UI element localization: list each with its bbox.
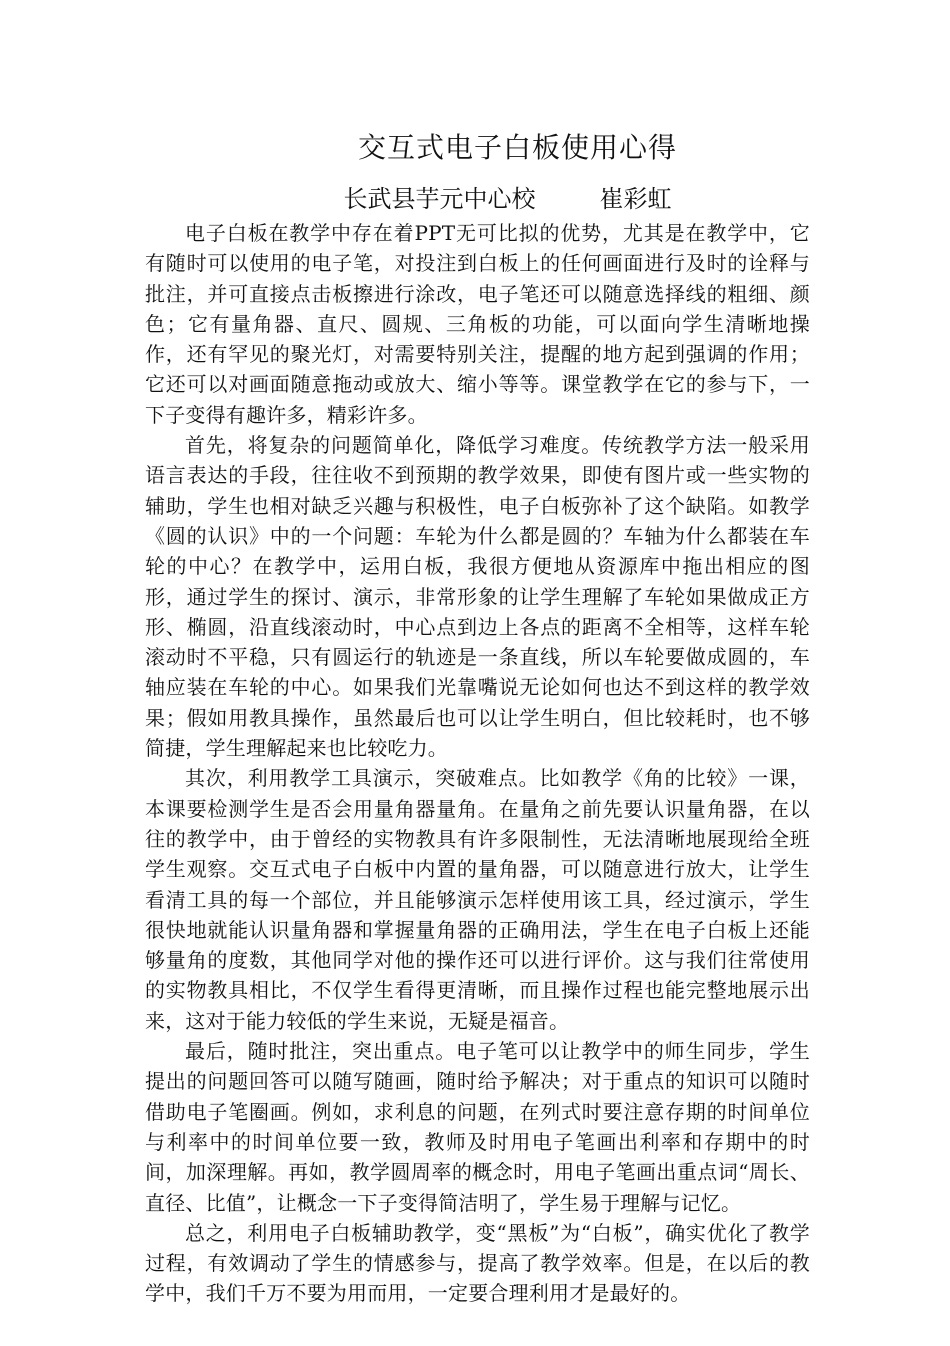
byline [145, 182, 810, 216]
body-text [145, 218, 810, 1309]
paragraph-first: 首先，将复杂的问题简单化，降低学习难度。传统教学方法一般采用语言表达的手段，往往收不到预期的教学效果，即使有图片或一些实物的辅助，学生也相对缺乏兴趣与积极性，电子白板弥补了这个缺陷。如教学《圆的认识》中的一个问题：车轮为什么都是圆的？车轴为什么都装在车轮的中心？在教学中，运用白板，我很方便地从资源库中拖出相应的图形，通过学生的探讨、演示，非常形象的让学生理解了车轮如果做成正方形、椭圆，沿直线滚动时，中心点到边上各点的距离不全相等，这样车轮滚动时不平稳，只有圆运行的轨迹是一条直线，所以车轮要做成圆的，车轴应装在车轮的中心。如果我们光靠嘴说无论如何也达不到这样的教学效果；假如用教具操作，虽然最后也可以让学生明白，但比较耗时，也不够简捷，学生理解起来也比较吃力。 [145, 433, 810, 761]
document-title: 交互式电子白板使用心得 [357, 131, 677, 164]
paragraph-second: 其次，利用教学工具演示，突破难点。比如教学《角的比较》一课，本课要检测学生是否会用量角器量角。在量角之前先要认识量角器，在以往的教学中，由于曾经的实物教具有许多限制性，无法清晰地展现给全班学生观察。交互式电子白板中内置的量角器，可以随意进行放大，让学生看清工具的每一个部位，并且能够演示怎样使用该工具，经过演示，学生很快地就能认识量角器和掌握量角器的正确用法，学生在电子白板上还能够量角的度数，其他同学对他的操作还可以进行评价。这与我们往常使用的实物教具相比，不仅学生看得更清晰，而且操作过程也能完整地展示出来，这对于能力较低的学生来说，无疑是福音。 [145, 766, 810, 1033]
author-name: 崔彩虹 [599, 185, 672, 213]
paragraph-conclusion: 总之，利用电子白板辅助教学，变“黑板”为“白板”，确实优化了教学过程，有效调动了学生的情感参与，提高了教学效率。但是，在以后的教学中，我们千万不要为用而用，一定要合理利用才是最好的。 [145, 1220, 810, 1306]
paragraph-last: 最后，随时批注，突出重点。电子笔可以让教学中的师生同步，学生提出的问题回答可以随写随画，随时给予解决；对于重点的知识可以随时借助电子笔圈画。例如，求利息的问题，在列式时要注意存期的时间单位与利率中的时间单位要一致，教师及时用电子笔画出利率和存期中的时间，加深理解。再如，教学圆周率的概念时，用电子笔画出重点词“周长、直径、比值”，让概念一下子变得简洁明了，学生易于理解与记忆。 [145, 1039, 810, 1215]
paragraph-intro: 电子白板在教学中存在着PPT无可比拟的优势，尤其是在教学中，它有随时可以使用的电子笔，对投注到白板上的任何画面进行及时的诠释与批注，并可直接点击板擦进行涂改，电子笔还可以随意选择线的粗细、颜色；它有量角器、直尺、圆规、三角板的功能，可以面向学生清晰地操作，还有罕见的聚光灯，对需要特别关注，提醒的地方起到强调的作用；它还可以对画面随意拖动或放大、缩小等等。课堂教学在它的参与下，一下子变得有趣许多，精彩许多。 [145, 221, 810, 427]
school-name: 长武县芋元中心校 [343, 185, 536, 213]
